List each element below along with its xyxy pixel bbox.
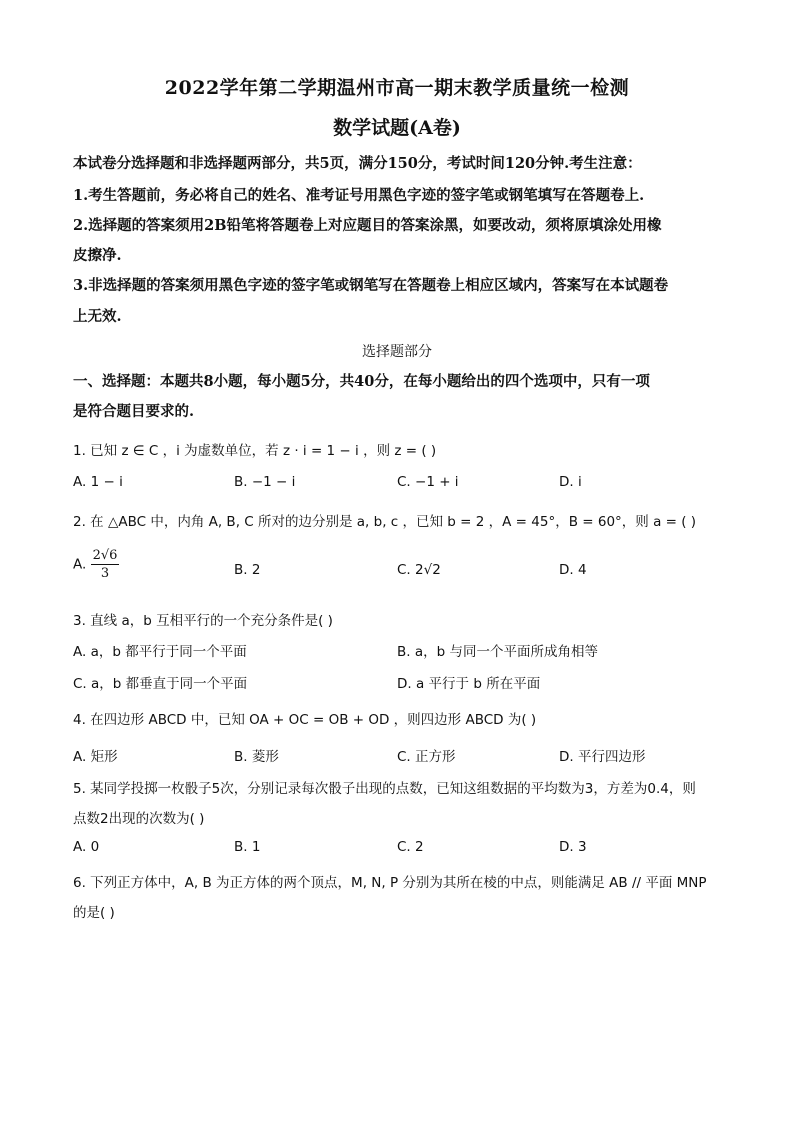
question-6-stem-line1: 6. 下列正方体中，A, B 为正方体的两个顶点，M, N, P 分别为其所在棱的中点，则能满足 AB // 平面 MNP (73, 875, 707, 891)
exam-title: 2022学年第二学期温州市高一期末教学质量统一检测 (164, 77, 630, 99)
question-6-stem-line2: 的是( ) (73, 905, 115, 921)
question-3-stem: 3. 直线 a，b 互相平行的一个充分条件是( ) (73, 613, 333, 629)
part1-instruction-line2: 是符合题目要求的. (73, 403, 195, 420)
question-3-option-a: A. a，b 都平行于同一个平面 (73, 644, 247, 660)
question-2-stem: 2. 在 △ABC 中，内角 A, B, C 所对的边分别是 a, b, c ，已知 b = 2 ，A = 45°，B = 60°，则 a = ( ) (73, 514, 697, 530)
part1-instruction-line1: 一、选择题：本题共8小题，每小题5分，共40分，在每小题给出的四个选项中，只有一项 (73, 373, 650, 390)
question-1-stem: 1. 已知 z ∈ C ，i 为虚数单位，若 z · i = 1 − i ，则 z = ( ) (73, 443, 437, 459)
question-2-option-a-fraction (91, 548, 120, 581)
question-3-option-d: D. a 平行于 b 所在平面 (397, 676, 541, 692)
question-4-option-a: A. 矩形 (73, 749, 118, 765)
question-5-stem-line2: 点数2出现的次数为( ) (73, 811, 205, 827)
question-5-option-d: D. 3 (559, 839, 587, 855)
question-2-option-c: C. 2√2 (397, 562, 441, 578)
question-5-option-b: B. 1 (234, 839, 261, 855)
question-3-option-c: C. a，b 都垂直于同一个平面 (73, 676, 248, 692)
question-3-option-b: B. a，b 与同一个平面所成角相等 (397, 644, 598, 660)
question-2-option-a (73, 548, 119, 581)
instructions-intro: 本试卷分选择题和非选择题两部分，共5页，满分150分，考试时间120分钟.考生注意： (73, 155, 642, 172)
fraction-numerator: 2√6 (92, 548, 118, 563)
question-4-option-d: D. 平行四边形 (559, 749, 646, 765)
question-1-option-d: D. i (559, 474, 582, 490)
question-5-option-c: C. 2 (397, 839, 424, 855)
question-4-stem: 4. 在四边形 ABCD 中，已知 OA + OC = OB + OD ，则四边形 ABCD 为( ) (73, 712, 537, 728)
instruction-item-1: 1.考生答题前，务必将自己的姓名、准考证号用黑色字迹的签字笔或钢笔填写在答题卷上. (73, 187, 645, 204)
question-1-option-b: B. −1 − i (234, 474, 296, 490)
question-4-option-c: C. 正方形 (397, 749, 456, 765)
fraction-denominator: 3 (100, 566, 110, 581)
instruction-item-2-line1: 2.选择题的答案须用2B铅笔将答题卷上对应题目的答案涂黑，如要改动，须将原填涂处用橡 (73, 217, 662, 234)
question-2-option-d: D. 4 (559, 562, 587, 578)
question-1-option-a: A. 1 − i (73, 474, 123, 490)
instruction-item-3-line2: 上无效. (73, 308, 122, 325)
question-4-option-b: B. 菱形 (234, 749, 279, 765)
instruction-item-2-line2: 皮擦净. (73, 247, 122, 264)
question-2-option-a-label: A. (73, 556, 87, 573)
section-heading: 选择题部分 (362, 344, 432, 360)
question-1-option-c: C. −1 + i (397, 474, 459, 490)
instruction-item-3-line1: 3.非选择题的答案须用黑色字迹的签字笔或钢笔写在答题卷上相应区域内，答案写在本试题卷 (73, 277, 669, 294)
question-2-option-b: B. 2 (234, 562, 261, 578)
question-5-stem-line1: 5. 某同学投掷一枚骰子5次，分别记录每次骰子出现的点数，已知这组数据的平均数为3，方差为0.4，则 (73, 781, 696, 797)
question-5-option-a: A. 0 (73, 839, 100, 855)
exam-subtitle: 数学试题(A卷) (333, 117, 461, 139)
